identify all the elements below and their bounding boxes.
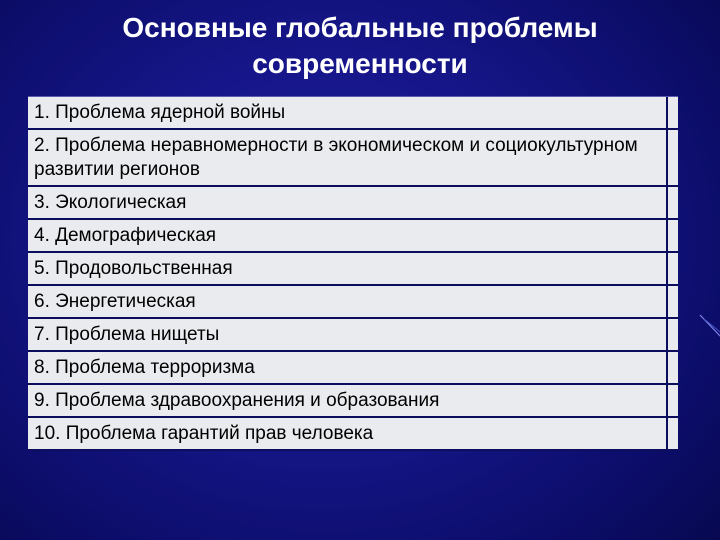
problem-row-5 [28, 253, 678, 286]
problem-text-9: 9. Проблема здравоохранения и образования [28, 385, 668, 416]
problem-cell-right [668, 319, 678, 350]
problem-text-2: 2. Проблема неравномерности в экономическом и социокультурном развитии регионов [28, 130, 668, 185]
problem-row-2 [28, 130, 678, 187]
problem-row-7 [28, 319, 678, 352]
problem-row-1 [28, 96, 678, 130]
slide-title-line-2: современности [252, 48, 468, 79]
problem-cell-right [668, 97, 678, 128]
problem-text-3: 3. Экологическая [28, 187, 668, 218]
problem-cell-right [668, 352, 678, 383]
decorative-accent-lines [700, 310, 720, 350]
problem-row-4 [28, 220, 678, 253]
slide-title [0, 10, 720, 82]
problem-text-7: 7. Проблема нищеты [28, 319, 668, 350]
slide-title-line-1: Основные глобальные проблемы [122, 12, 598, 43]
problems-table [28, 96, 678, 451]
problem-cell-right [668, 220, 678, 251]
problem-row-6 [28, 286, 678, 319]
problem-text-8: 8. Проблема терроризма [28, 352, 668, 383]
problem-row-9 [28, 385, 678, 418]
problem-text-10: 10. Проблема гарантий прав человека [28, 418, 668, 449]
problem-row-3 [28, 187, 678, 220]
problem-row-10 [28, 418, 678, 451]
problem-text-5: 5. Продовольственная [28, 253, 668, 284]
problem-text-4: 4. Демографическая [28, 220, 668, 251]
problem-cell-right [668, 418, 678, 449]
problem-cell-right [668, 286, 678, 317]
problem-cell-right [668, 130, 678, 185]
problem-cell-right [668, 385, 678, 416]
problem-cell-right [668, 253, 678, 284]
problem-text-1: 1. Проблема ядерной войны [28, 97, 668, 128]
problem-cell-right [668, 187, 678, 218]
problem-row-8 [28, 352, 678, 385]
problem-text-6: 6. Энергетическая [28, 286, 668, 317]
